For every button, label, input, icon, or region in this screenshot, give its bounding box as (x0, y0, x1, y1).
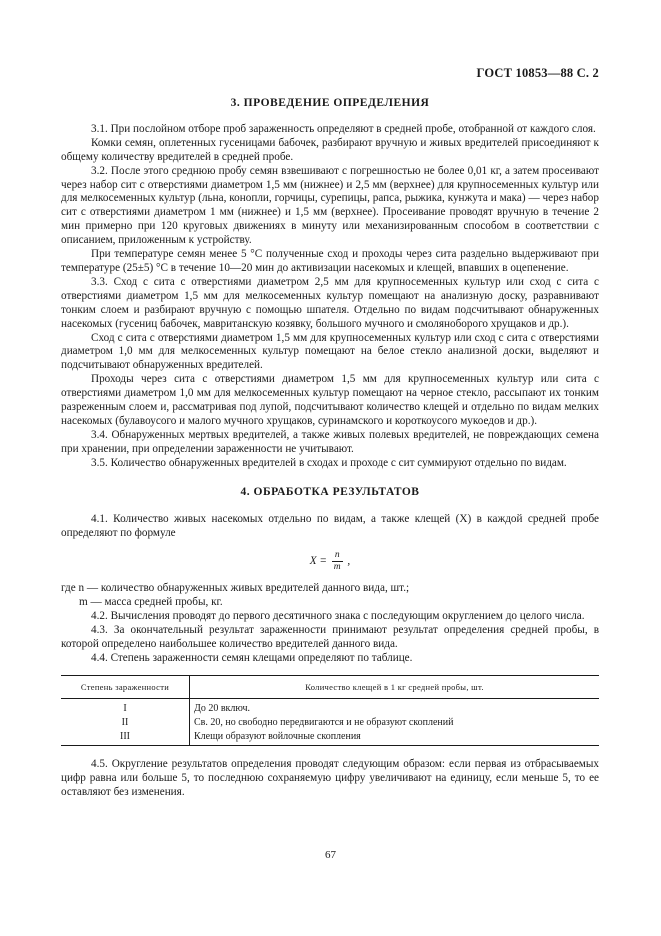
paragraph-3-1: 3.1. При послойном отборе проб зараженность определяют в средней пробе, отобранной от каждого слоя. (91, 122, 596, 135)
paragraph-4-2: 4.2. Вычисления проводят до первого десятичного знака с последующим округлением до целого числа. (91, 610, 585, 623)
table-cell-degree: I (61, 698, 190, 716)
table-cell-count: Св. 20, но свободно передвигаются и не образуют скоплений (194, 716, 454, 728)
paragraph-3-1-b: Комки семян, оплетенных гусеницами бабочек, разбирают вручную и живых вредителей присоединяют к общему количеству вредителей в средней пробе. (61, 136, 599, 163)
table-cell-degree: II (61, 716, 190, 730)
formula-numerator: n (332, 550, 343, 562)
table-header-degree: Степень зараженности (61, 675, 190, 698)
paragraph-4-4: 4.4. Степень зараженности семян клещами определяют по таблице. (91, 651, 413, 664)
page-content (61, 97, 599, 799)
paragraph-3-2-b: При температуре семян менее 5 °С полученные сход и проходы через сита раздельно выдерживают при температуре (25±5) °С в течение 10—20 мин до активизации насекомых и клещей, впавших в оцепенение. (61, 248, 599, 274)
table-header-row (61, 675, 599, 698)
paragraph-3-3-c: Проходы через сита с отверстиями диаметром 1,5 мм для крупносеменных культур или сита с отверстиями диаметром 1,0 мм для мелкосеменных культур помещают на черное стекло, рассыпают их тонким разреженным слоем и, рассматривая под лупой, подсчитывают количество клещей и отдельно по видам мелких насекомых (булавоусого и малого мучного хрущаков, суринамского и короткоусого мукоедов и др.). (61, 373, 599, 427)
table-header-count: Количество клещей в 1 кг средней пробы, шт. (190, 675, 600, 698)
formula (61, 550, 599, 573)
paragraph-3-2: 3.2. После этого среднюю пробу семян взвешивают с погрешностью не более 0,01 кг, а затем просеивают через набор сит с отверстиями диаметром 1,5 мм (нижнее) и 2,5 мм (верхнее) для крупносеменных культур или для мелкосеменных культур (льна, конопли, горчицы, сурепицы, рапса, рыжика, кунжута и мака) — через набор сит с отверстиями диаметром 1 мм (нижнее) и 1,5 мм (верхнее). Просеивание проводят вручную в течение 2 мин примерно при 120 круговых движениях в минуту или механизированным способом в соответствии с описанием, приложенным к устройству. (61, 164, 599, 247)
formula-tail: , (347, 555, 351, 568)
page-number: 67 (325, 849, 336, 861)
formula-denominator: m (333, 562, 341, 573)
paragraph-3-3-b: Сход с сита с отверстиями диаметром 1,5 мм для крупносеменных культур или сход с сита с отверстиями диаметром 1,0 мм для мелкосеменных культур помещают на белое стекло анализной доски, выделяют и подсчитывают обнаруженных вредителей. (61, 331, 599, 372)
table-row (61, 716, 599, 730)
paragraph-3-5: 3.5. Количество обнаруженных вредителей в сходах и проходе с сит суммируют отдельно по видам. (91, 456, 567, 469)
table-row (61, 730, 599, 746)
table-cell-count: Клещи образуют войлочные скопления (190, 730, 600, 746)
section-4-title: 4. ОБРАБОТКА РЕЗУЛЬТАТОВ (240, 485, 420, 498)
formula-fraction (332, 550, 343, 573)
infestation-table (61, 675, 599, 746)
paragraph-4-3: 4.3. За окончательный результат зараженности принимают результат определения средней пробы, в которой определено наибольшее количество вредителей данного вида. (61, 624, 599, 650)
table-cell-degree: III (61, 730, 190, 746)
formula-where-n: где n — количество обнаруженных живых вредителей данного вида, шт.; (61, 582, 410, 595)
formula-lhs: X = (309, 555, 327, 568)
paragraph-4-5: 4.5. Округление результатов определения проводят следующим образом: если первая из отбрасываемых цифр равна или больше 5, то последнюю сохраняемую цифру увеличивают на единицу, если меньше 5, то ее оставляют без изменения. (61, 757, 599, 798)
paragraph-3-4: 3.4. Обнаруженных мертвых вредителей, а также живых полевых вредителей, не повреждающих семена при хранении, при определении зараженности не учитывают. (61, 428, 599, 455)
paragraph-3-3: 3.3. Сход с сита с отверстиями диаметром 2,5 мм для крупносеменных культур или сход с сита с отверстиями диаметром 1,5 мм для мелкосеменных культур помещают на анализную доску, разравнивают тонким слоем и разбирают вручную с помощью шпателя. Отдельно по видам подсчитывают обнаруженных насекомых (гусениц бабочек, мавританскую козявку, большого мучного и смоляноборого хрущаков и др.). (61, 275, 599, 330)
table-row (61, 698, 599, 716)
table-cell-count: До 20 включ. (194, 702, 251, 714)
section-3-title: 3. ПРОВЕДЕНИЕ ОПРЕДЕЛЕНИЯ (230, 97, 430, 109)
formula-where-m: m — масса средней пробы, кг. (79, 596, 223, 609)
page-header: ГОСТ 10853—88 С. 2 (476, 66, 599, 80)
paragraph-4-1: 4.1. Количество живых насекомых отдельно по видам, а также клещей (X) в каждой средней пробе определяют по формуле (61, 513, 599, 540)
